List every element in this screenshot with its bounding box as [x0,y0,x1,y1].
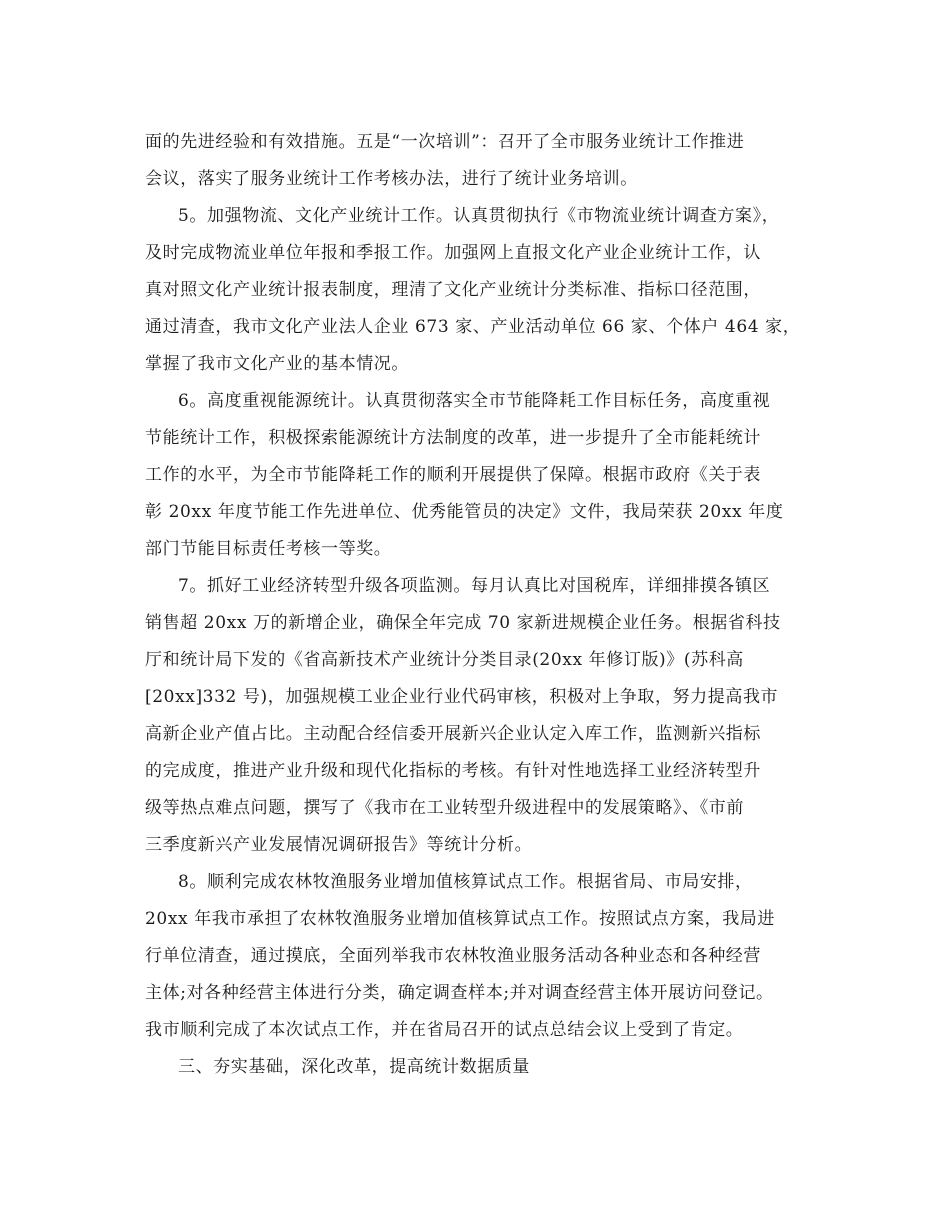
text-line: 高新企业产值占比。主动配合经信委开展新兴企业认定入库工作，监测新兴指标 [145,724,761,744]
text-line: 会议，落实了服务业统计工作考核办法，进行了统计业务培训。 [145,169,638,189]
text-line: 三、夯实基础，深化改革，提高统计数据质量 [178,1057,530,1077]
document-body [145,124,815,1086]
text-line: 主体;对各种经营主体进行分类，确定调查样本;并对调查经营主体开展访问登记。 [145,983,774,1003]
text-line: 节能统计工作，积极探索能源统计方法制度的改革，进一步提升了全市能耗统计 [145,428,761,448]
text-line: 我市顺利完成了本次试点工作，并在省局召开的试点总结会议上受到了肯定。 [145,1020,744,1040]
text-line: 5。加强物流、文化产业统计工作。认真贯彻执行《市物流业统计调查方案》， [178,206,780,226]
text-line: 掌握了我市文化产业的基本情况。 [145,354,409,374]
text-line: 及时完成物流业单位年报和季报工作。加强网上直报文化产业企业统计工作，认 [145,243,761,263]
text-line: 通过清查，我市文化产业法人企业 673 家、产业活动单位 66 家、个体户 464 家， [145,317,801,337]
text-line: 8。顺利完成农林牧渔服务业增加值核算试点工作。根据省局、市局安排， [178,872,753,892]
text-line: 工作的水平，为全市节能降耗工作的顺利开展提供了保障。根据市政府《关于表 [145,465,761,485]
text-line: 的完成度，推进产业升级和现代化指标的考核。有针对性地选择工业经济转型升 [145,761,761,781]
text-line: 20xx 年我市承担了农林牧渔服务业增加值核算试点工作。按照试点方案，我局进 [145,909,776,929]
text-line: [20xx]332 号)，加强规模工业企业行业代码审核，积极对上争取，努力提高我市 [145,687,779,707]
text-line: 行单位清查，通过摸底，全面列举我市农林牧渔业服务活动各种业态和各种经营 [145,946,761,966]
text-line: 彰 20xx 年度节能工作先进单位、优秀能管员的决定》文件，我局荣获 20xx 年度 [145,502,784,522]
text-line: 真对照文化产业统计报表制度，理清了文化产业统计分类标准、指标口径范围， [145,280,761,300]
text-line: 销售超 20xx 万的新增企业，确保全年完成 70 家新进规模企业任务。根据省科技 [145,613,781,633]
text-line: 6。高度重视能源统计。认真贯彻落实全市节能降耗工作目标任务，高度重视 [178,391,771,411]
text-line: 部门节能目标责任考核一等奖。 [145,539,392,559]
text-line: 级等热点难点问题，撰写了《我市在工业转型升级进程中的发展策略》、《市前 [145,798,744,818]
text-line: 厅和统计局下发的《省高新技术产业统计分类目录(20xx 年修订版)》(苏科高 [145,650,744,670]
text-line: 面的先进经验和有效措施。五是“一次培训”：召开了全市服务业统计工作推进 [145,132,745,152]
text-line: 7。抓好工业经济转型升级各项监测。每月认真比对国税库，详细排摸各镇区 [178,576,771,596]
text-line: 三季度新兴产业发展情况调研报告》等统计分析。 [145,835,533,855]
